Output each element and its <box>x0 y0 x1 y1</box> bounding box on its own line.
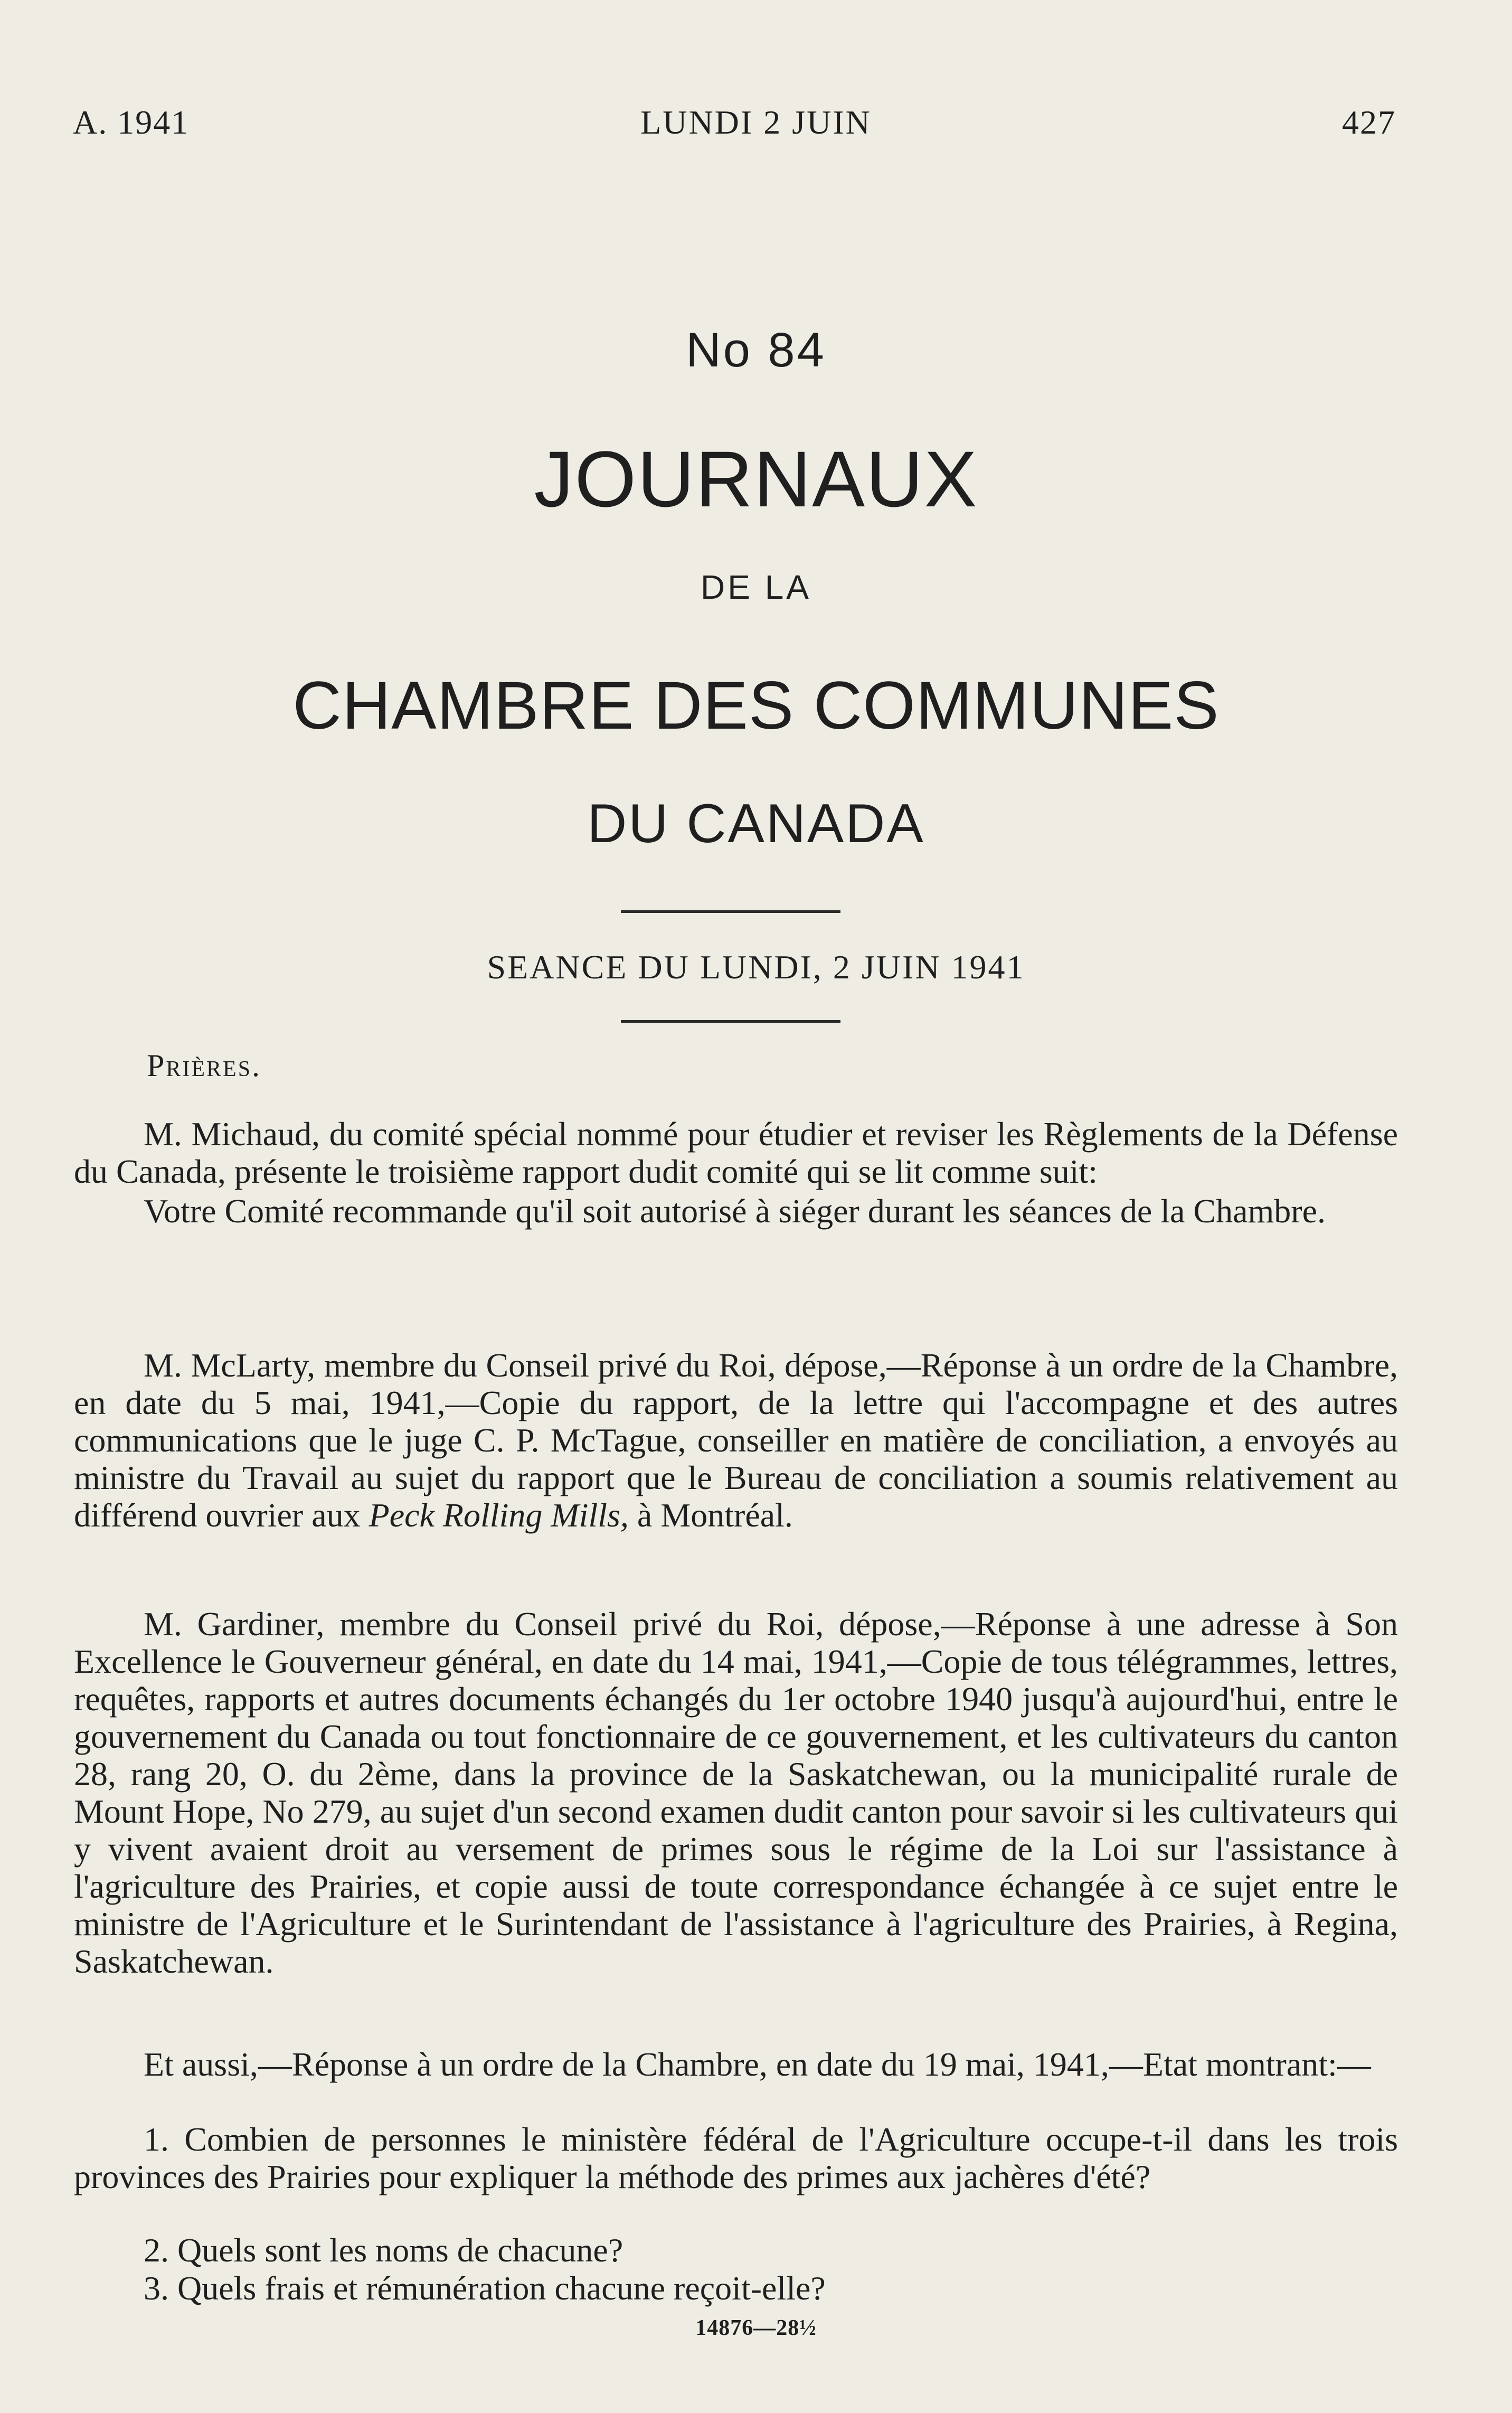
divider-bottom <box>621 1020 840 1023</box>
divider-top <box>621 910 840 913</box>
company-name: Peck Rolling Mills, <box>368 1496 629 1534</box>
paragraph-michaud: M. Michaud, du comité spécial nommé pour étudier et reviser les Règlements de la Défense du Canada, présente le troisième rapport dudit comité qui se lit comme suit: <box>74 1115 1398 1190</box>
sitting-heading: SEANCE DU LUNDI, 2 JUIN 1941 <box>487 948 1025 986</box>
mclarty-text-end: à Montréal. <box>628 1496 793 1534</box>
print-code: 14876—28½ <box>695 2316 817 2340</box>
journal-title: JOURNAUX <box>534 435 978 523</box>
country-name: DU CANADA <box>587 793 925 854</box>
paragraph-committee-recommendation: Votre Comité recommande qu'il soit autorisé à siéger durant les séances de la Chambre. <box>144 1192 1326 1230</box>
prayers-heading: Prières. <box>147 1048 262 1083</box>
paragraph-et-aussi: Et aussi,—Réponse à un ordre de la Chambre, en date du 19 mai, 1941,—Etat montrant:— <box>144 2046 1371 2083</box>
paragraph-gardiner: M. Gardiner, membre du Conseil privé du Roi, dépose,—Réponse à une adresse à Son Excellence le Gouverneur général, en date du 14 mai, 1941,—Copie de tous télégrammes, lettres, requêtes, rapports et autres documents échangés du 1er octobre 1940 jusqu'à aujourd'hui, entre le gouvernement du Canada ou tout fonctionnaire de ce gouvernement, et les cultivateurs du canton 28, rang 20, O. du 2ème, dans la province de la Saskatchewan, ou la municipalité rurale de Mount Hope, No 279, au sujet d'un second examen dudit canton pour savoir si les cultivateurs qui y vivent avaient droit au versement de primes sous le régime de la Loi sur l'assistance à l'agriculture des Prairies, et copie aussi de toute correspondance échangée à ce sujet entre le ministre de l'Agriculture et le Surintendant de l'assistance à l'agriculture des Prairies, à Regina, Saskatchewan. <box>74 1605 1398 1980</box>
running-header-year: A. 1941 <box>73 103 190 141</box>
question-1: 1. Combien de personnes le ministère fédéral de l'Agriculture occupe-t-il dans les trois provinces des Prairies pour expliquer la méthode des primes aux jachères d'été? <box>74 2120 1398 2195</box>
house-name: CHAMBRE DES COMMUNES <box>292 668 1220 743</box>
paragraph-mclarty <box>74 1346 1398 1534</box>
mclarty-text: M. McLarty, membre du Conseil privé du Roi, dépose,—Réponse à un ordre de la Chambre, en date du 5 mai, 1941,—Copie du rapport, de la lettre qui l'accompagne et des autres communications que le juge C. P. McTague, conseiller en matière de conciliation, a envoyés au ministre du Travail au sujet du rapport que le Bureau de conciliation a soumis relativement au différend ouvrier aux <box>74 1346 1398 1534</box>
page-number: 427 <box>1342 103 1396 141</box>
question-2: 2. Quels sont les noms de chacune? <box>144 2231 623 2269</box>
title-connector: DE LA <box>701 568 811 606</box>
issue-number: No 84 <box>686 323 826 377</box>
running-header-date: LUNDI 2 JUIN <box>640 103 872 141</box>
question-3: 3. Quels frais et rémunération chacune reçoit-elle? <box>144 2269 826 2307</box>
